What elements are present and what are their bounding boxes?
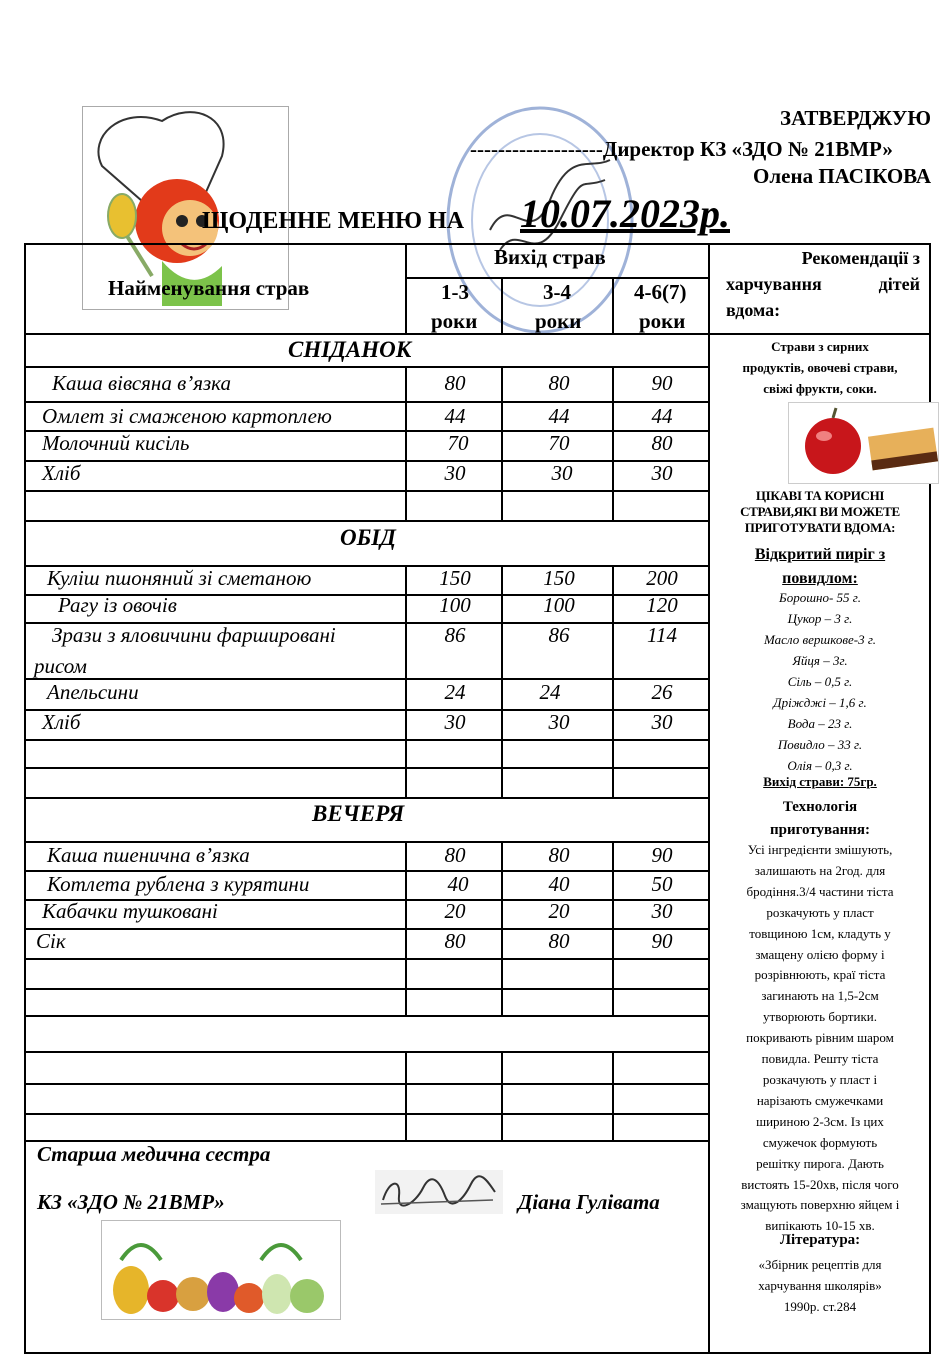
tech-line: нарізають смужечками bbox=[756, 1092, 884, 1108]
dish-yield-1-3: 80 bbox=[444, 929, 466, 953]
recipe-title-line: Відкритий пиріг з bbox=[754, 546, 886, 563]
literature-title: Література: bbox=[779, 1232, 861, 1248]
table-row-line bbox=[24, 709, 710, 711]
dish-name: Каша вівсяна в’язка bbox=[52, 371, 231, 395]
tech-line: розкачують у пласт і bbox=[762, 1071, 878, 1087]
table-row-line bbox=[24, 797, 710, 799]
dish-yield-1-3: 40 bbox=[447, 872, 469, 896]
literature-line: «Збірник рецептів для bbox=[758, 1257, 882, 1272]
table-row-line bbox=[24, 739, 710, 741]
dish-yield-4-6: 80 bbox=[651, 431, 673, 455]
side-heading-line: ЦІКАВІ ТА КОРИСНІ bbox=[755, 488, 885, 503]
tech-line: розкачують у пласт bbox=[766, 904, 874, 920]
age-3-4: 3-4 bbox=[543, 280, 571, 304]
nurse-signature bbox=[375, 1170, 503, 1214]
table-row-line bbox=[24, 767, 710, 769]
dish-yield-1-3: 150 bbox=[439, 566, 471, 590]
ingredients-list bbox=[712, 587, 928, 776]
ingredient: Масло вершкове-3 г. bbox=[764, 632, 876, 647]
dish-yield-4-6: 50 bbox=[651, 872, 673, 896]
tech-line: товщиною 1см, кладуть у bbox=[749, 925, 891, 941]
dish-yield-1-3: 100 bbox=[439, 593, 471, 617]
dish-yield-3-4: 30 bbox=[551, 461, 573, 485]
approval-heading: ЗАТВЕРДЖУЮ bbox=[780, 106, 931, 130]
literature-line: харчування школярів» bbox=[758, 1278, 882, 1293]
table-row-line bbox=[24, 1113, 710, 1115]
dish-yield-1-3: 70 bbox=[447, 431, 469, 455]
side-heading-line: ПРИГОТУВАТИ ВДОМА: bbox=[744, 520, 896, 535]
dish-yield-1-3: 24 bbox=[444, 680, 466, 704]
dish-yield-3-4: 80 bbox=[548, 371, 570, 395]
dish-yield-3-4: 150 bbox=[543, 566, 575, 590]
vegetables-illustration bbox=[101, 1220, 341, 1320]
dish-yield-1-3: 20 bbox=[444, 899, 466, 923]
tech-line: решітку пирога. Дають bbox=[756, 1155, 884, 1171]
side-intro-line: продуктів, овочеві страви, bbox=[742, 360, 898, 375]
dish-name: Куліш пшоняний зі сметаною bbox=[47, 566, 312, 590]
dish-name-header: Найменування страв bbox=[108, 276, 310, 300]
tech-line: повидла. Решту тіста bbox=[761, 1051, 879, 1067]
dish-name: Апельсини bbox=[47, 680, 139, 704]
rec-line: Рекомендації з bbox=[801, 248, 920, 268]
dish-yield-4-6: 90 bbox=[651, 929, 673, 953]
col-line-2 bbox=[501, 277, 503, 334]
approval-director-line: -------------------Директор КЗ «ЗДО № 21ВМР» bbox=[470, 137, 893, 161]
dish-name: Кабачки тушковані bbox=[42, 899, 218, 923]
table-row-line bbox=[24, 1015, 710, 1017]
recipe-yield: Вихід страви: 75гр. bbox=[763, 774, 877, 789]
table-row-line bbox=[24, 1083, 710, 1085]
age-unit: роки bbox=[431, 309, 478, 333]
lunch-title: ОБІД bbox=[340, 525, 396, 550]
ingredient: Олія – 0,3 г. bbox=[787, 758, 853, 773]
col-line-1 bbox=[405, 243, 407, 334]
menu-date: 10.07.2023р. bbox=[520, 191, 730, 236]
table-row-line bbox=[24, 366, 710, 368]
dish-yield-4-6: 90 bbox=[651, 843, 673, 867]
table-col-line bbox=[612, 1051, 614, 1140]
age-4-6: 4-6(7) bbox=[634, 280, 687, 304]
rec-line: вдома: bbox=[726, 300, 781, 320]
table-row-line bbox=[24, 401, 710, 403]
ingredient: Сіль – 0,5 г. bbox=[787, 674, 853, 689]
dish-yield-1-3: 80 bbox=[444, 371, 466, 395]
dish-name: Котлета рублена з курятини bbox=[47, 872, 310, 896]
literature-text bbox=[712, 1254, 928, 1317]
dinner-title: ВЕЧЕРЯ bbox=[312, 801, 405, 826]
dish-yield-3-4: 24 bbox=[539, 680, 561, 704]
dish-yield-4-6: 90 bbox=[651, 371, 673, 395]
nurse-role: Старша медична сестра bbox=[37, 1142, 271, 1166]
ingredient: Вода – 23 г. bbox=[787, 716, 853, 731]
dish-yield-4-6: 120 bbox=[646, 593, 678, 617]
dish-yield-3-4: 40 bbox=[548, 872, 570, 896]
table-row-line bbox=[24, 958, 710, 960]
dish-yield-4-6: 30 bbox=[651, 461, 673, 485]
dish-name-continued: рисом bbox=[34, 654, 87, 678]
tech-line: шириною 2-3см. Із цих bbox=[756, 1113, 884, 1129]
dish-yield-4-6: 30 bbox=[651, 899, 673, 923]
ingredient: Повидло – 33 г. bbox=[777, 737, 863, 752]
dish-yield-3-4: 100 bbox=[543, 593, 575, 617]
tech-line: випікають 10-15 хв. bbox=[765, 1218, 875, 1234]
ingredient: Борошно- 55 г. bbox=[779, 590, 861, 605]
dish-yield-3-4: 86 bbox=[548, 623, 570, 647]
dish-yield-4-6: 114 bbox=[647, 623, 677, 647]
dish-yield-1-3: 86 bbox=[444, 623, 466, 647]
tech-line: розрівнюють, краї тіста bbox=[754, 967, 886, 983]
table-row-line bbox=[24, 1051, 710, 1053]
table-row-line bbox=[24, 490, 710, 492]
approval-director-name: Олена ПАСІКОВА bbox=[753, 164, 931, 188]
dish-yield-1-3: 30 bbox=[444, 710, 466, 734]
side-heading bbox=[712, 488, 928, 536]
technology-text bbox=[712, 840, 928, 1237]
technology-title-line: Технологія bbox=[782, 799, 858, 815]
dish-yield-3-4: 80 bbox=[548, 929, 570, 953]
recipe-title-line: повидлом: bbox=[782, 570, 858, 587]
side-intro bbox=[712, 336, 928, 399]
side-intro-line: свіжі фрукти, соки. bbox=[763, 381, 877, 396]
age-unit: роки bbox=[639, 309, 686, 333]
dish-name: Омлет зі смаженою картоплею bbox=[42, 404, 332, 428]
table-col-line bbox=[405, 1051, 407, 1140]
dish-name: Молочний кисіль bbox=[42, 431, 190, 455]
header-divider bbox=[24, 333, 931, 335]
ingredient: Яйця – 3г. bbox=[792, 653, 848, 668]
recommendations-header bbox=[726, 245, 920, 323]
technology-title bbox=[712, 796, 928, 842]
side-heading-line: СТРАВИ,ЯКІ ВИ МОЖЕТЕ bbox=[740, 504, 900, 519]
dish-yield-3-4: 70 bbox=[548, 431, 570, 455]
ingredient: Цукор – 3 г. bbox=[787, 611, 853, 626]
tech-line: Усі інгредієнти змішують, bbox=[747, 842, 893, 857]
dish-yield-3-4: 20 bbox=[548, 899, 570, 923]
table-col-line bbox=[501, 1051, 503, 1140]
table-row-line bbox=[24, 520, 710, 522]
tech-line: змащують поверхню яйцем і bbox=[740, 1197, 900, 1213]
dish-yield-1-3: 44 bbox=[444, 404, 466, 428]
dish-yield-4-6: 200 bbox=[646, 566, 678, 590]
dish-name: Хліб bbox=[42, 710, 81, 734]
tech-line: утворюють бортики. bbox=[763, 1009, 877, 1025]
apple-and-pie-picture bbox=[788, 402, 939, 484]
tech-line: смужечок формують bbox=[762, 1134, 878, 1150]
tech-line: вистоять 15-20хв, після чого bbox=[741, 1176, 899, 1192]
dish-name: Рагу із овочів bbox=[58, 593, 177, 617]
dish-name: Хліб bbox=[42, 461, 81, 485]
nurse-org: КЗ «ЗДО № 21ВМР» bbox=[37, 1190, 225, 1214]
rec-line: харчування дітей bbox=[726, 274, 920, 294]
nurse-name: Діана Гулівата bbox=[518, 1190, 660, 1214]
tech-line: залишають на 2год. для bbox=[754, 862, 886, 878]
side-intro-line: Страви з сирних bbox=[771, 339, 869, 354]
recipe-title bbox=[712, 543, 928, 591]
tech-line: покривають рівним шаром bbox=[746, 1030, 894, 1046]
dish-yield-4-6: 44 bbox=[651, 404, 673, 428]
menu-title: ЩОДЕННЕ МЕНЮ НА bbox=[202, 208, 465, 234]
yield-subheader-line bbox=[405, 277, 709, 279]
dish-name: Зрази з яловичини фаршировані bbox=[52, 623, 336, 647]
table-row-line bbox=[24, 988, 710, 990]
literature-line: 1990р. ст.284 bbox=[783, 1299, 857, 1314]
table-row-line bbox=[24, 928, 710, 930]
ingredient: Дріжджі – 1,6 г. bbox=[773, 695, 867, 710]
breakfast-title: СНІДАНОК bbox=[288, 337, 412, 362]
technology-title-line: приготування: bbox=[769, 822, 871, 838]
tech-line: загинають на 1,5-2см bbox=[761, 988, 879, 1004]
dish-yield-3-4: 80 bbox=[548, 843, 570, 867]
yield-header: Вихід страв bbox=[494, 245, 606, 269]
dish-name: Каша пшенична в’язка bbox=[47, 843, 250, 867]
age-unit: роки bbox=[535, 309, 582, 333]
dish-yield-1-3: 80 bbox=[444, 843, 466, 867]
dish-yield-1-3: 30 bbox=[444, 461, 466, 485]
dish-yield-4-6: 30 bbox=[651, 710, 673, 734]
table-border-bottom bbox=[24, 1352, 931, 1354]
dish-yield-3-4: 44 bbox=[548, 404, 570, 428]
tech-line: змащену олією форму і bbox=[755, 946, 885, 962]
col-line-3 bbox=[612, 277, 614, 334]
tech-line: бродіння.3/4 частини тіста bbox=[746, 883, 894, 899]
dish-yield-4-6: 26 bbox=[651, 680, 673, 704]
dish-yield-3-4: 30 bbox=[548, 710, 570, 734]
age-1-3: 1-3 bbox=[441, 280, 469, 304]
dish-name: Сік bbox=[36, 929, 66, 953]
